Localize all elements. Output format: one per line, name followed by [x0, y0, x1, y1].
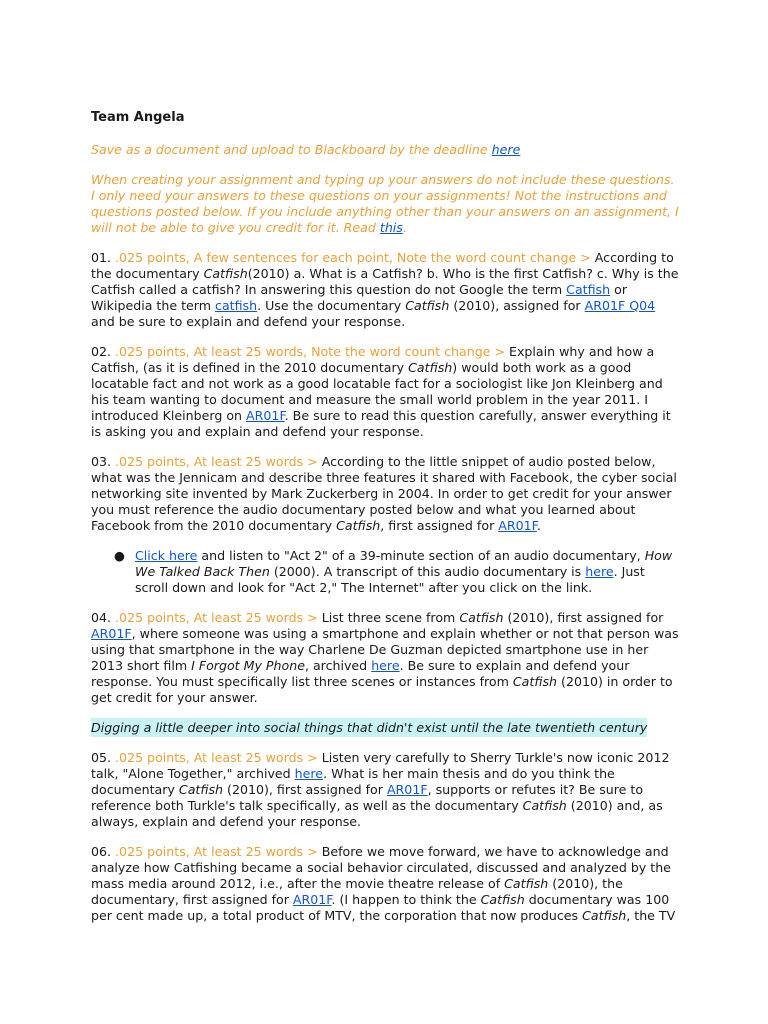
- save-text: Save as a document and upload to Blackboard by the deadline: [91, 142, 492, 157]
- question-points: .025 points, At least 25 words >: [115, 750, 322, 765]
- question-text: , the TV: [626, 908, 676, 923]
- instructions-end: .: [402, 220, 407, 235]
- question-number: 02.: [91, 344, 116, 359]
- question-text: (2010), the documentary, first assigned for: [91, 876, 623, 907]
- question-text: (2010) in order to get credit for your answer.: [91, 674, 673, 705]
- ar01f-link[interactable]: AR01F: [292, 892, 332, 907]
- question-text: . (I happen to think the: [331, 892, 481, 907]
- question-number: 01.: [91, 250, 116, 265]
- question-text: , where someone was using a smartphone and explain whether or not that person was using that smartphone in the way Charlene De Guzman depicted smartphone use in her 2013 short film: [91, 626, 679, 673]
- question-points: .025 points, At least 25 words >: [115, 454, 322, 469]
- save-instruction: [91, 142, 681, 158]
- question-02: [91, 344, 681, 440]
- question-number: 04.: [91, 610, 116, 625]
- film-title: Catfish: [522, 798, 567, 813]
- ar01f-q04-link[interactable]: AR01F Q04: [584, 298, 656, 313]
- question-text: Listen very carefully to Sherry Turkle's now iconic 2012 talk, "Alone Together," archived: [91, 750, 670, 781]
- question-text: (2010), first assigned for: [503, 610, 664, 625]
- deadline-link[interactable]: here: [491, 142, 521, 157]
- question-text: . Be sure to read this question carefully, answer everything it is asking you and explain and defend your response.: [91, 408, 671, 439]
- question-number: 03.: [91, 454, 116, 469]
- transcript-link[interactable]: here: [585, 564, 614, 579]
- film-title: I Forgot My Phone: [191, 658, 305, 673]
- question-text: and be sure to explain and defend your response.: [91, 314, 406, 329]
- question-points: .025 points, At least 25 words, Note the word count change >: [115, 344, 510, 359]
- catfish-wiki-link[interactable]: catfish: [215, 298, 258, 313]
- film-title: Catfish: [405, 298, 450, 313]
- question-01: [91, 250, 681, 330]
- question-text: .: [536, 518, 541, 533]
- turkle-talk-link[interactable]: here: [294, 766, 324, 781]
- list-item: [114, 548, 681, 596]
- question-text: (2010), first assigned for: [223, 782, 387, 797]
- instructions-paragraph: [91, 172, 681, 236]
- film-title: Catfish: [504, 876, 549, 891]
- archived-link[interactable]: here: [371, 658, 400, 673]
- question-03: [91, 454, 681, 534]
- question-text: documentary was 100 per cent made up, a total product of MTV, the corporation that now produces: [91, 892, 670, 923]
- film-title: Catfish: [408, 360, 453, 375]
- question-text: According to the documentary: [91, 250, 674, 281]
- audio-list: [91, 548, 681, 596]
- film-title: Catfish: [203, 266, 248, 281]
- section-heading-paragraph: [91, 720, 681, 736]
- list-text: . Just scroll down and look for "Act 2," The Internet" after you click on the link.: [135, 564, 645, 595]
- question-points: .025 points, At least 25 words >: [115, 610, 322, 625]
- question-text: , supports or refutes it? Be sure to reference both Turkle's talk specifically, as well as the documentary: [91, 782, 644, 813]
- ar01f-link[interactable]: AR01F: [386, 782, 428, 797]
- list-text: and listen to "Act 2" of a 39-minute section of an audio documentary,: [197, 548, 645, 563]
- ar01f-link[interactable]: AR01F: [246, 408, 285, 423]
- question-text: . Use the documentary: [257, 298, 406, 313]
- question-text: , archived: [304, 658, 372, 673]
- read-this-link[interactable]: this: [379, 220, 403, 235]
- question-text: (2010), assigned for: [449, 298, 585, 313]
- film-title: Catfish: [582, 908, 627, 923]
- question-text: Explain why and how a Catfish, (as it is defined in the 2010 documentary: [91, 344, 655, 375]
- question-04: [91, 610, 681, 706]
- instructions-text: When creating your assignment and typing up your answers do not include these questions. I only need your answers to these questions on your assignments! Not the instructions and questions posted below. If you include anything other than your answers on an assignment, I will not be able to give you credit for it. Read: [91, 172, 679, 235]
- ar01f-link[interactable]: AR01F: [498, 518, 537, 533]
- film-title: Catfish: [459, 610, 504, 625]
- question-number: 05.: [91, 750, 116, 765]
- document-body: [91, 110, 681, 938]
- question-text: List three scene from: [321, 610, 460, 625]
- film-title: Catfish: [336, 518, 381, 533]
- film-title: Catfish: [178, 782, 224, 797]
- question-text: . Be sure to explain and defend your response. You must specifically list three scenes or instances from: [91, 658, 630, 689]
- film-title: Catfish: [512, 674, 558, 689]
- question-number: 06.: [91, 844, 116, 859]
- question-text: Before we move forward, we have to acknowledge and analyze how Catfishing became a social behavior circulated, discussed and analyzed by the mass media around 2012, i.e., after the movie theatre release of: [91, 844, 671, 891]
- question-points: .025 points, At least 25 words >: [115, 844, 322, 859]
- question-text: (2010) a. What is a Catfish? b. Who is the first Catfish? c. Why is the Catfish called a catfish? In answering this question do not Google the term: [91, 266, 679, 297]
- bullet-icon: ●: [114, 548, 125, 563]
- question-06: [91, 844, 681, 924]
- documentary-title: How We Talked Back Then: [135, 548, 673, 579]
- question-text: According to the little snippet of audio posted below, what was the Jennicam and describe three features it shared with Facebook, the cyber social networking site invented by Mark Zuckerberg in 2004. In order to get credit for your answer you must reference the audio documentary posted below and what you learned about Facebook from the 2010 documentary: [91, 454, 677, 533]
- question-text: , first assigned for: [380, 518, 499, 533]
- question-text: . What is her main thesis and do you think the documentary: [91, 766, 615, 797]
- question-points: .025 points, A few sentences for each point, Note the word count change >: [115, 250, 595, 265]
- question-text: (2010) and, as always, explain and defend your response.: [91, 798, 663, 829]
- click-here-link[interactable]: Click here: [135, 548, 198, 563]
- list-text: (2000). A transcript of this audio documentary is: [269, 564, 586, 579]
- catfish-link[interactable]: Catfish: [566, 282, 611, 297]
- ar01f-link[interactable]: AR01F: [91, 626, 132, 641]
- film-title: Catfish: [480, 892, 525, 907]
- section-heading: Digging a little deeper into social things that didn't exist until the late twentieth century: [91, 720, 648, 735]
- question-05: [91, 750, 681, 830]
- page-title: Team Angela: [91, 110, 185, 125]
- question-text: or Wikipedia the term: [91, 282, 627, 313]
- question-text: ) would both work as a good locatable fact and not work as a good locatable fact for a sociologist like Jon Kleinberg and his team wanting to document and measure the small world problem in the year 2011. I introduced Kleinberg on: [91, 360, 663, 423]
